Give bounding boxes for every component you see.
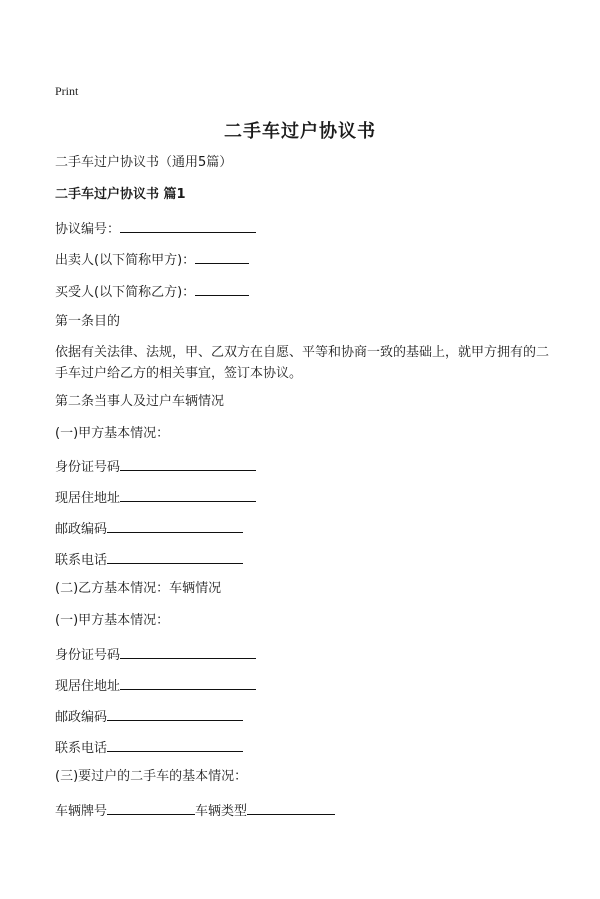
vehicle-info-line [55, 800, 335, 821]
party-a-postcode-line [55, 518, 243, 539]
party-b-heading: (二)乙方基本情况：车辆情况 [55, 581, 222, 596]
buyer-line [55, 281, 249, 302]
buyer-label: 买受人(以下简称乙方)： [55, 285, 196, 300]
party-a-id-label: 身份证号码 [55, 460, 121, 475]
party-a2-phone-blank [107, 737, 243, 752]
agreement-no-line [55, 218, 256, 239]
section-heading: 二手车过户协议书 篇1 [55, 187, 186, 202]
article1-text: 依据有关法律、法规，甲、乙双方在自愿、平等和协商一致的基础上，就甲方拥有的二手车过户给乙方的相关事宜，签订本协议。 [55, 345, 550, 381]
agreement-no-blank [120, 218, 256, 233]
party-a2-address-blank [120, 675, 256, 690]
party-a-id-line [55, 456, 256, 477]
vehicle-heading: (三)要过户的二手车的基本情况： [55, 769, 248, 784]
party-a2-address-label: 现居住地址 [55, 679, 121, 694]
party-a-heading-2: (一)甲方基本情况： [55, 613, 170, 628]
party-a2-phone-line [55, 737, 243, 758]
document-subtitle: 二手车过户协议书（通用5篇） [55, 155, 233, 170]
party-a-phone-line [55, 549, 243, 570]
print-label: Print [55, 84, 79, 98]
party-a-phone-blank [107, 549, 243, 564]
party-a2-phone-label: 联系电话 [55, 741, 108, 756]
party-a2-address-line [55, 675, 256, 696]
article2-heading: 第二条当事人及过户车辆情况 [55, 394, 225, 409]
party-a-phone-label: 联系电话 [55, 553, 108, 568]
party-a-postcode-blank [107, 518, 243, 533]
party-a2-postcode-line [55, 706, 243, 727]
buyer-blank [195, 281, 249, 296]
party-a-postcode-label: 邮政编码 [55, 522, 108, 537]
party-a2-id-line [55, 644, 256, 665]
party-a2-postcode-blank [107, 706, 243, 721]
article1-heading: 第一条目的 [55, 314, 121, 329]
party-a-address-line [55, 487, 256, 508]
plate-blank [107, 800, 195, 815]
party-a2-postcode-label: 邮政编码 [55, 710, 108, 725]
seller-line [55, 249, 249, 270]
plate-label: 车辆牌号 [55, 804, 108, 819]
seller-label: 出卖人(以下简称甲方)： [55, 253, 196, 268]
party-a2-id-label: 身份证号码 [55, 648, 121, 663]
party-a-address-label: 现居住地址 [55, 491, 121, 506]
type-blank [247, 800, 335, 815]
document-title: 二手车过户协议书 [224, 121, 376, 142]
party-a-heading: (一)甲方基本情况： [55, 426, 170, 441]
seller-blank [195, 249, 249, 264]
type-label: 车辆类型 [195, 804, 248, 819]
party-a-id-blank [120, 456, 256, 471]
party-a-address-blank [120, 487, 256, 502]
party-a2-id-blank [120, 644, 256, 659]
agreement-no-label: 协议编号： [55, 222, 121, 237]
